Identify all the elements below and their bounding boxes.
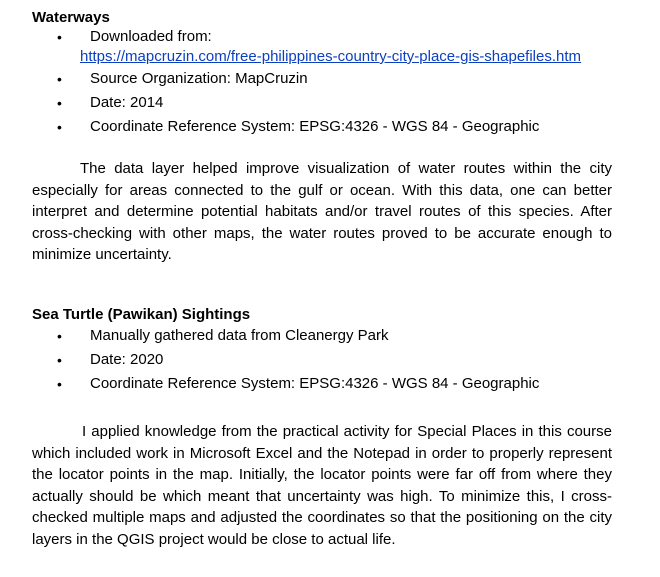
source-text: Manually gathered data from Cleanergy Park xyxy=(90,327,389,344)
list-item-date xyxy=(32,91,612,115)
source-org-text: Source Organization: MapCruzin xyxy=(90,70,308,87)
date-text: Date: 2020 xyxy=(90,351,164,368)
list-item-crs xyxy=(32,115,612,139)
waterways-heading: Waterways xyxy=(32,9,110,26)
list-item-downloaded xyxy=(32,27,612,47)
bullet-icon: • xyxy=(57,95,62,111)
waterways-paragraph-block xyxy=(32,158,612,266)
waterways-bullet-list xyxy=(32,27,612,139)
bullet-icon: • xyxy=(57,71,62,87)
sea-turtle-section xyxy=(32,305,612,396)
bullet-icon: • xyxy=(57,376,62,392)
list-item-source xyxy=(32,324,612,348)
list-item-crs xyxy=(32,372,612,396)
sea-turtle-paragraph: I applied knowledge from the practical activity for Special Places in this course which included work in Microsoft Excel and the Notepad in order to properly represent the locator points in the map. Initially, the locator points were far off from where they actually should be which meant that uncertainty was high. To minimize this, I cross-checked multiple maps and adjusted the coordinates so that the positioning on the city layers in the QGIS project would be close to actual life. xyxy=(32,423,612,548)
crs-text: Coordinate Reference System: EPSG:4326 - WGS 84 - Geographic xyxy=(90,375,540,392)
sea-turtle-paragraph-block xyxy=(32,421,612,551)
waterways-paragraph: The data layer helped improve visualization of water routes within the city especially for areas connected to the gulf or ocean. With this data, one can better interpret and determine potential habitats and/or travel routes of this species. After cross-checking with other maps, the water routes proved to be accurate enough to minimize uncertainty. xyxy=(32,160,612,264)
sea-turtle-bullet-list xyxy=(32,324,612,396)
list-item-date xyxy=(32,348,612,372)
waterways-section xyxy=(32,8,612,139)
bullet-icon: • xyxy=(57,328,62,344)
sea-turtle-heading: Sea Turtle (Pawikan) Sightings xyxy=(32,306,251,323)
list-item-url xyxy=(32,47,612,67)
crs-text: Coordinate Reference System: EPSG:4326 - WGS 84 - Geographic xyxy=(90,118,540,135)
downloaded-label: Downloaded from: xyxy=(90,28,212,45)
bullet-icon: • xyxy=(57,352,62,368)
bullet-icon: • xyxy=(57,119,62,135)
list-item-source-org xyxy=(32,67,612,91)
source-url-link[interactable]: https://mapcruzin.com/free-philippines-country-city-place-gis-shapefiles.htm xyxy=(80,48,582,65)
date-text: Date: 2014 xyxy=(90,94,164,111)
bullet-icon: • xyxy=(57,29,62,45)
